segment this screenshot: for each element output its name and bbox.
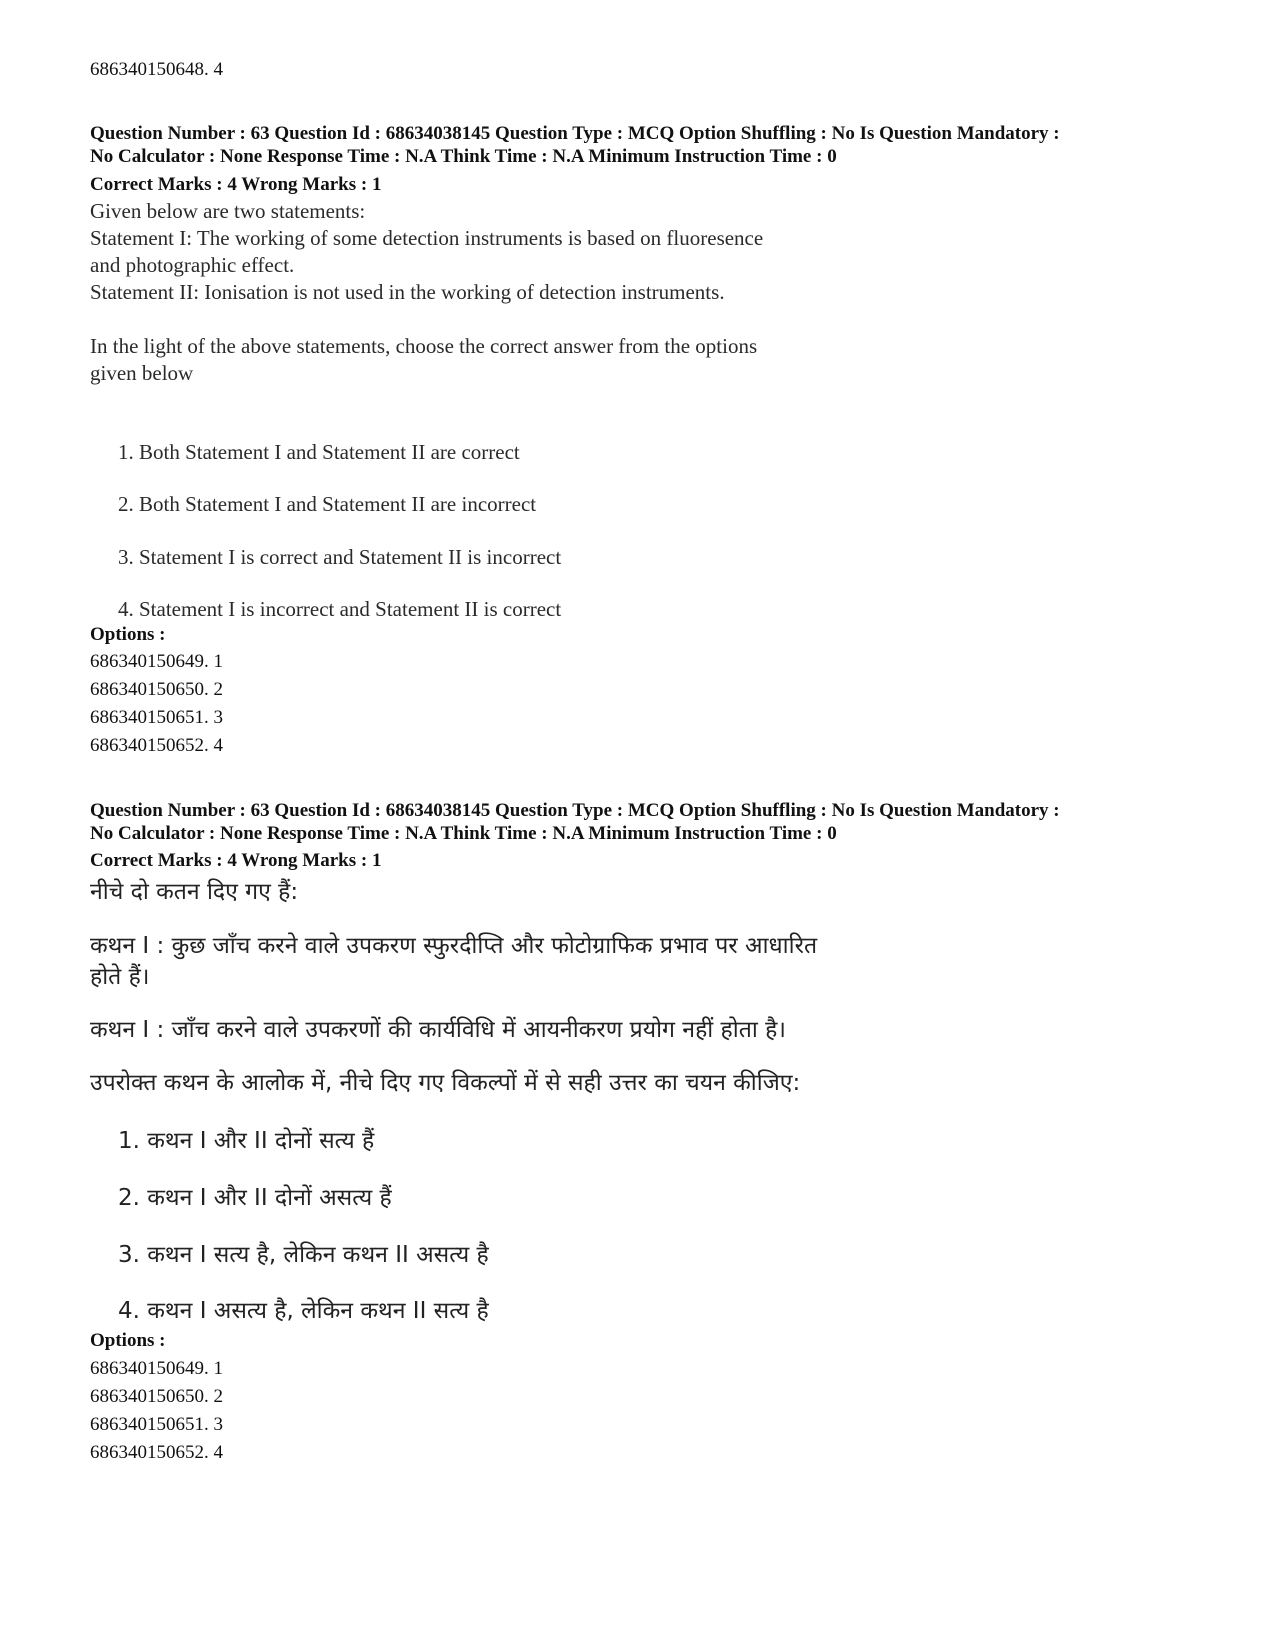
option-id: 686340150651. 3 <box>90 707 223 728</box>
question-text-line: Statement II: Ionisation is not used in the working of detection instruments. <box>90 280 725 304</box>
answer-choice: 3. कथन I सत्य है, लेकिन कथन II असत्य है <box>118 1242 489 1268</box>
question-text-line: given below <box>90 361 194 385</box>
answer-choice: 2. कथन I और II दोनों असत्य हैं <box>118 1185 392 1211</box>
options-label: Options : <box>90 624 166 645</box>
answer-choice: 4. कथन I असत्य है, लेकिन कथन II सत्य है <box>118 1298 489 1324</box>
option-id: 686340150649. 1 <box>90 1358 223 1379</box>
answer-choice: 1. Both Statement I and Statement II are correct <box>118 440 520 464</box>
question-text-line: कथन I : जाँच करने वाले उपकरणों की कार्यविधि में आयनीकरण प्रयोग नहीं होता है। <box>90 1017 787 1043</box>
answer-choice: 3. Statement I is correct and Statement II is incorrect <box>118 545 562 569</box>
answer-choice: 1. कथन I और II दोनों सत्य हैं <box>118 1128 375 1154</box>
question-meta-line-2: No Calculator : None Response Time : N.A Think Time : N.A Minimum Instruction Time : 0 <box>90 823 837 844</box>
previous-option-id: 686340150648. 4 <box>90 59 223 80</box>
option-id: 686340150652. 4 <box>90 735 223 756</box>
question-text-line: and photographic effect. <box>90 253 295 277</box>
question-text-line: Statement I: The working of some detection instruments is based on fluoresence <box>90 226 764 250</box>
options-label: Options : <box>90 1330 166 1351</box>
question-text-line: नीचे दो कतन दिए गए हैं: <box>90 879 299 905</box>
question-marks: Correct Marks : 4 Wrong Marks : 1 <box>90 174 382 195</box>
question-meta-line-1: Question Number : 63 Question Id : 68634038145 Question Type : MCQ Option Shuffling : No Is Question Mandatory : <box>90 123 1060 144</box>
question-text-line: कथन I : कुछ जाँच करने वाले उपकरण स्फुरदीप्ति और फोटोग्राफिक प्रभाव पर आधारित <box>90 933 818 959</box>
question-meta-line-2: No Calculator : None Response Time : N.A Think Time : N.A Minimum Instruction Time : 0 <box>90 146 837 167</box>
question-text-line: Given below are two statements: <box>90 199 366 223</box>
option-id: 686340150650. 2 <box>90 679 223 700</box>
answer-choice: 4. Statement I is incorrect and Statement II is correct <box>118 597 562 621</box>
option-id: 686340150649. 1 <box>90 651 223 672</box>
option-id: 686340150650. 2 <box>90 1386 223 1407</box>
answer-choice: 2. Both Statement I and Statement II are incorrect <box>118 492 537 516</box>
question-text-line: उपरोक्त कथन के आलोक में, नीचे दिए गए विकल्पों में से सही उत्तर का चयन कीजिए: <box>90 1070 801 1096</box>
question-text-line: होते हैं। <box>90 964 150 990</box>
question-meta-line-1: Question Number : 63 Question Id : 68634038145 Question Type : MCQ Option Shuffling : No Is Question Mandatory : <box>90 800 1060 821</box>
question-text-line: In the light of the above statements, choose the correct answer from the options <box>90 334 758 358</box>
option-id: 686340150651. 3 <box>90 1414 223 1435</box>
question-marks: Correct Marks : 4 Wrong Marks : 1 <box>90 850 382 871</box>
option-id: 686340150652. 4 <box>90 1442 223 1463</box>
